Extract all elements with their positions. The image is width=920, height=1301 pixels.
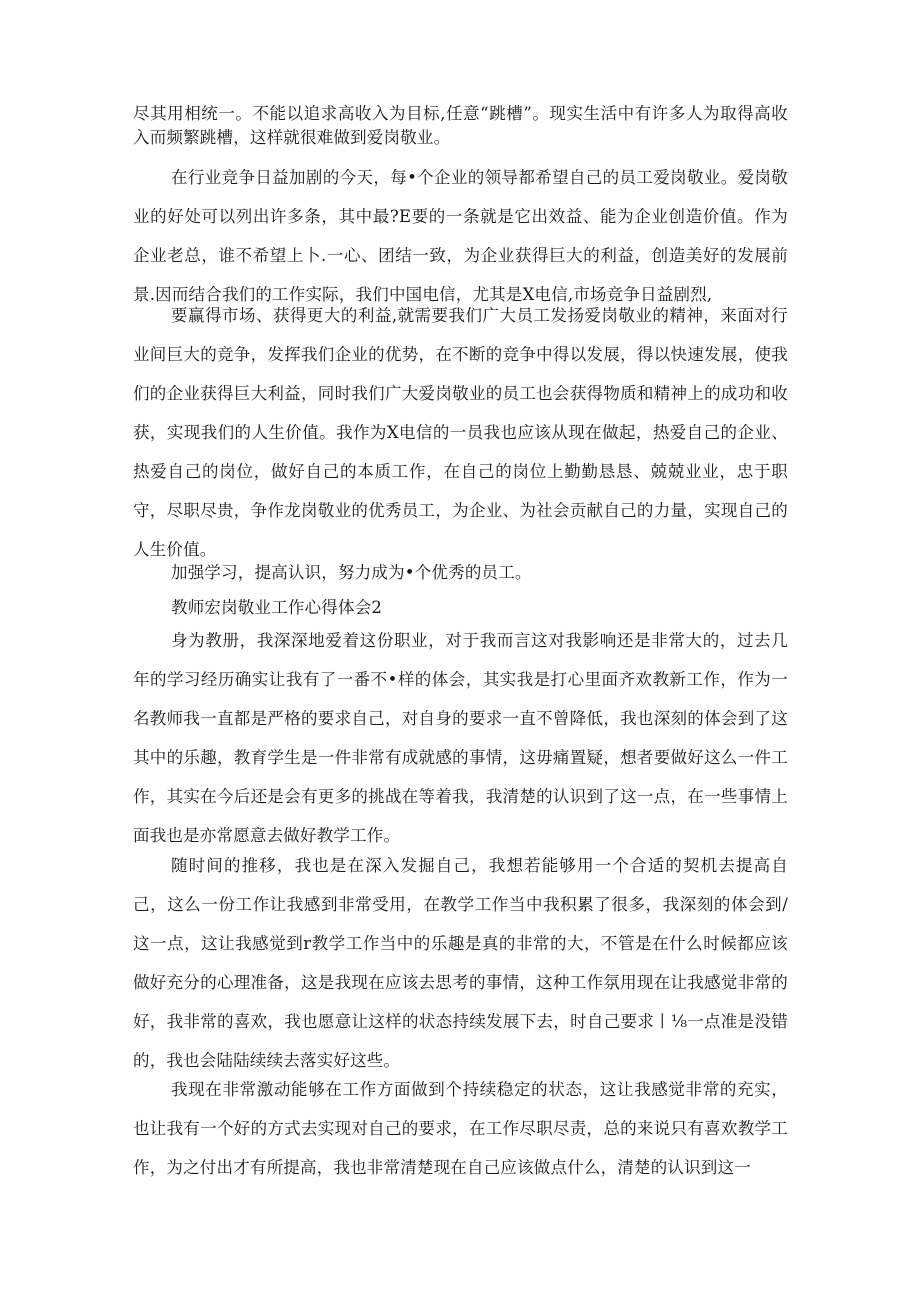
paragraph-6: 随时间的推移，我也是在深入发掘自己，我想若能够用一个合适的契机去提高自己，这么一份工作让我感到非常受用，在教学工作当中我积累了很多，我深刻的体会到/这一点，这让我感觉到r教学工作当中的乐趣是真的非常的大，不管是在什么时候都应该做好充分的心理准备，这是我现在应该去思考的事情，这种工作氛用现在让我感觉非常的好，我非常的喜欢，我也愿意让这样的状态持续发展下去，时自己要求丨⅛一点准是没错的，我也会陆陆续续去落实好这些。 [133,856,788,1070]
paragraph-1: 尽其用相统一。不能以追求高收入为目标,任意“跳槽”。现实生活中有许多人为取得高收入而频繁跳槽，这样就很难做到爱岗敬业。 [133,104,788,147]
section-heading: 教师宏岗敬业工作心得体会2 [171,598,383,617]
paragraph-4: 加强学习，提高认识，努力成为•个优秀的员工。 [171,563,532,582]
paragraph-7: 我现在非常激动能够在工作方面做到个持续稳定的状态，这让我感觉非常的充实，也让我有一个好的方式去实现对自己的要求，在工作尽职尽责，总的来说只有喜欢教学工作，为之付出才有所提高，我也非常清楚现在自己应该做点什么，清楚的认识到这一 [133,1080,788,1177]
paragraph-2: 在行业竞争日益加剧的今天，每•个企业的领导都希望自己的员工爱岗敬业。爱岗敬业的好处可以列出许多条，其中最?E要的一条就是它出效益、能为企业创造价值。作为企业老总，谁不希望上卜.一心、团结一致，为企业获得巨大的利益，创造美好的发展前景.因而结合我们的工作实际，我们中国电信，尤其是X电信,市场竞争日益剧烈, [133,168,788,304]
paragraph-5: 身为教册，我深深地爱着这份职业，对于我而言这对我影响还是非常大的，过去几年的学习经历确实让我有了一番不•样的体会，其实我是打心里面齐欢教新工作，作为一名教师我一直都是严格的要求自己，对自身的要求一直不曾降低，我也深刻的体会到了这其中的乐趣，教育学生是一件非常有成就感的事情，这毋痛置疑，想者要做好这么一件工作，其实在今后还是会有更多的挑战在等着我，我清楚的认识到了这一点，在一些事情上面我也是亦常愿意去做好教学工作。 [133,631,788,845]
paragraph-3: 要赢得市场、获得更大的利益,就需要我们广大员工发扬爱岗敬业的精神，来面对行业间巨大的竞争，发挥我们企业的优势，在不断的竞争中得以发展，得以快速发展，使我们的企业获得巨大利益，同时我们广大爱岗敬业的员工也会获得物质和精神上的成功和收获，实现我们的人生价值。我作为X电信的一员我也应该从现在做起，热爱自己的企业、热爱自己的岗位，做好自己的本质工作，在自己的岗位上勤勤恳恳、兢兢业业，忠于职守，尽职尽贵，争作龙岗敬业的优秀员工，为企业、为社会贡献自己的力量，实现自己的人生价值。 [133,306,788,559]
